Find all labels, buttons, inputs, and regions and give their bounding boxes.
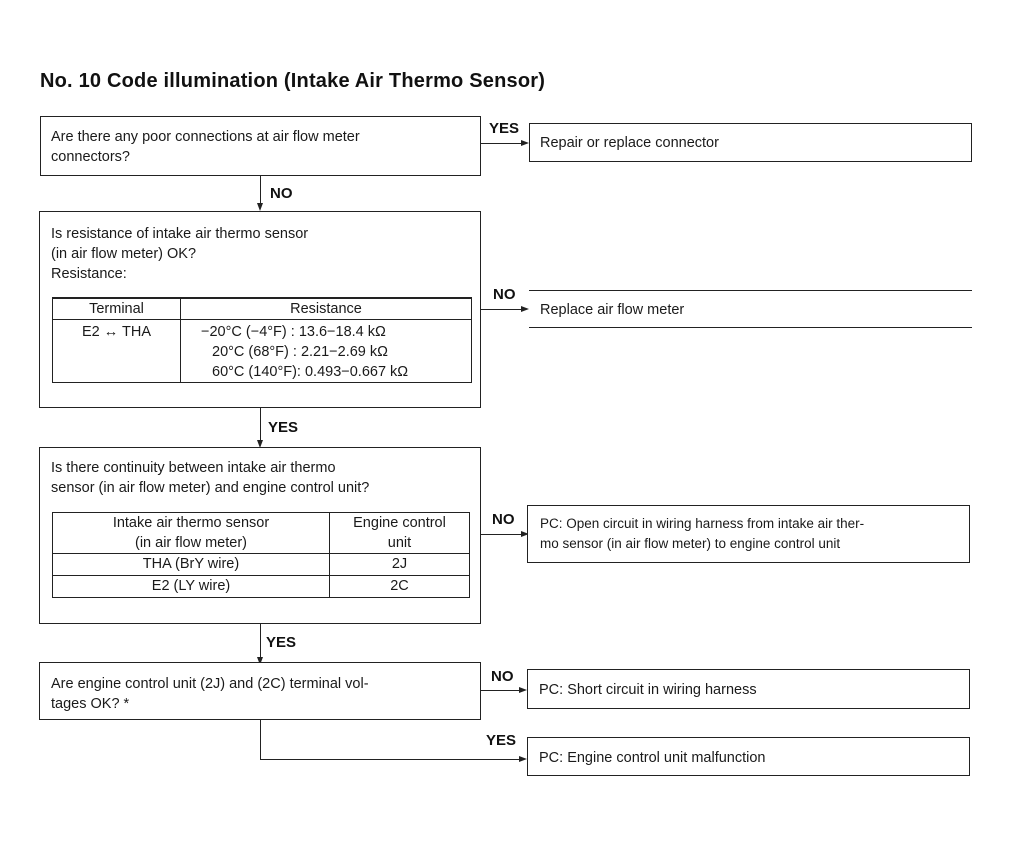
table-row bbox=[53, 320, 472, 383]
step1-yes-arrow bbox=[521, 140, 529, 146]
step2-question-box bbox=[39, 211, 481, 408]
step1-no-connector bbox=[260, 176, 261, 206]
resistance-value: 20°C (68°F) : 2.21−2.69 kΩ bbox=[212, 344, 388, 360]
resistance-value: 60°C (140°F): 0.493−0.667 kΩ bbox=[212, 364, 409, 380]
step1-no-label: NO bbox=[270, 185, 293, 202]
table-row bbox=[53, 576, 470, 598]
step2-yes-label: YES bbox=[268, 419, 299, 436]
table-header-row bbox=[53, 298, 472, 320]
page-title: No. 10 Code illumination (Intake Air Thermo Sensor) bbox=[40, 70, 546, 92]
step3-question-box bbox=[39, 447, 481, 624]
step1-yes-result-box bbox=[529, 123, 972, 162]
table-header-terminal: Terminal bbox=[53, 298, 181, 320]
step2-question: Is resistance of intake air thermo sensor (in air flow meter) OK? Resistance: bbox=[51, 226, 309, 282]
step3-no-label: NO bbox=[492, 511, 515, 528]
step1-yes-result: Repair or replace connector bbox=[540, 135, 719, 151]
resistance-values-cell bbox=[181, 320, 472, 383]
step1-yes-label: YES bbox=[489, 120, 520, 137]
step4-yes-connector-vertical bbox=[260, 720, 261, 759]
step2-no-label: NO bbox=[493, 286, 516, 303]
step2-no-result-bottom-rule bbox=[529, 327, 972, 328]
step4-yes-arrow bbox=[519, 756, 527, 762]
step4-question: Are engine control unit (2J) and (2C) terminal vol- tages OK? * bbox=[51, 676, 369, 712]
step3-no-connector bbox=[481, 534, 523, 535]
terminal-cell: E2 ↔ THA bbox=[53, 320, 181, 383]
step4-no-connector bbox=[481, 690, 521, 691]
step4-no-label: NO bbox=[491, 668, 514, 685]
continuity-table bbox=[52, 512, 470, 598]
step2-no-result-top-rule bbox=[529, 290, 972, 291]
sensor-terminal-cell: E2 (LY wire) bbox=[53, 576, 330, 598]
table-row bbox=[53, 554, 470, 576]
step1-question-box bbox=[40, 116, 481, 176]
step1-yes-connector bbox=[481, 143, 523, 144]
step4-no-result-box bbox=[527, 669, 970, 709]
step3-yes-connector bbox=[260, 624, 261, 660]
sensor-terminal-cell: THA (BrY wire) bbox=[53, 554, 330, 576]
step2-no-arrow bbox=[521, 306, 529, 312]
step3-no-result: PC: Open circuit in wiring harness from intake air ther- mo sensor (in air flow meter) to engine control unit bbox=[540, 516, 865, 551]
table-header-ecu: Engine control unit bbox=[330, 513, 470, 554]
ecu-terminal-cell: 2C bbox=[330, 576, 470, 598]
step3-yes-label: YES bbox=[266, 634, 297, 651]
step2-yes-connector bbox=[260, 408, 261, 443]
step4-no-result: PC: Short circuit in wiring harness bbox=[539, 682, 757, 698]
step4-yes-connector-horizontal bbox=[260, 759, 521, 760]
table-header-resistance: Resistance bbox=[181, 298, 472, 320]
step3-no-result-box bbox=[527, 505, 970, 563]
resistance-value: −20°C (−4°F) : 13.6−18.4 kΩ bbox=[201, 324, 386, 340]
table-header-row bbox=[53, 513, 470, 554]
step4-yes-result-box bbox=[527, 737, 970, 776]
step4-yes-label: YES bbox=[486, 732, 517, 749]
step1-no-arrow bbox=[257, 203, 263, 211]
table-header-sensor: Intake air thermo sensor (in air flow meter) bbox=[53, 513, 330, 554]
step1-question: Are there any poor connections at air flow meter connectors? bbox=[51, 129, 360, 165]
step3-question: Is there continuity between intake air thermo sensor (in air flow meter) and engine control unit? bbox=[51, 460, 370, 496]
ecu-terminal-cell: 2J bbox=[330, 554, 470, 576]
resistance-table bbox=[52, 297, 472, 383]
step2-no-connector bbox=[481, 309, 523, 310]
step4-question-box bbox=[39, 662, 481, 720]
step4-no-arrow bbox=[519, 687, 527, 693]
step2-no-result: Replace air flow meter bbox=[540, 302, 685, 318]
step4-yes-result: PC: Engine control unit malfunction bbox=[539, 750, 766, 766]
